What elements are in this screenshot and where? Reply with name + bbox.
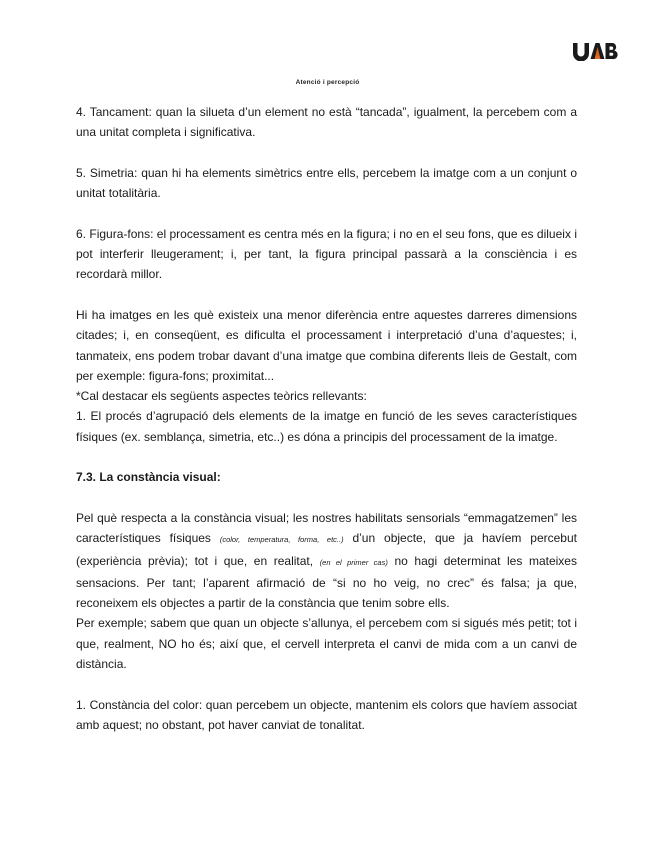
paragraph-gestalt-combination: Hi ha imatges en les què existeix una menor diferència entre aquestes darreres dimensions citades; i, en conseqüent, es dificulta el processament i interpretació d’una d’aquestes; i, tanmateix, ens podem trobar davant d’una imatge que combina diferents lleis de Gestalt, com per exemple: figura-fons; proximitat... <box>76 307 577 383</box>
paragraph-agrupacio: 1. El procés d’agrupació dels elements de la imatge en funció de les seves característiques físiques (ex. semblança, simetria, etc..) es dóna a principis del processament de la imatge. <box>76 409 577 444</box>
paragraph-example: Per exemple; sabem que quan un objecte s’allunya, el percebem com si sigués més petit; tot i que, realment, NO ho és; així que, el cervell interpreta el canvi de mida com a un canvi de distància. <box>76 616 577 672</box>
inline-note-first-case: (en el primer cas) <box>319 557 388 567</box>
paragraph-constancia-color: 1. Constància del color: quan percebem un objecte, mantenim els colors que havíem associat amb aquest; no obstant, pot haver canviat de tonalitat. <box>76 697 577 732</box>
paragraph-note: *Cal destacar els següents aspectes teòrics rellevants: <box>76 389 367 404</box>
document-header-title: Atenció i percepció <box>295 79 360 86</box>
inline-note-characteristics: (color, temperatura, forma, etc..) <box>219 535 344 545</box>
uab-logo <box>572 41 618 61</box>
paragraph-constancia-intro: Pel què respecta a la constància visual; les nostres habilitats sensorials “emmagatzemen” les característiques físiques (color, temperatura, forma, etc..) d’un objecte, que ja havíem percebut (experiència prèvia); tot i que, en realitat, (en el primer cas) no hagi determinat les mateixes sensacions. Per tant; l’aparent afirmació de “si no ho veig, no crec” és falsa; ja que, reconeixem els objectes a partir de la constància que tenim sobre ells. <box>76 510 577 611</box>
paragraph-figura-fons: 6. Figura-fons: el processament es centra més en la figura; i no en el seu fons, que es dilueix i pot interferir lleugerament; i, per tant, la figura principal passarà a la consciència i es recordarà millor. <box>76 226 577 282</box>
section-heading-constancia-visual: 7.3. La constància visual: <box>76 470 221 485</box>
paragraph-tancament: 4. Tancament: quan la silueta d’un element no està “tancada”, igualment, la percebem com a una unitat completa i significativa. <box>76 105 577 140</box>
paragraph-simetria: 5. Simetria: quan hi ha elements simètrics entre ells, percebem la imatge com a un conjunt o unitat totalitària. <box>76 165 577 201</box>
document-body <box>76 102 577 735</box>
